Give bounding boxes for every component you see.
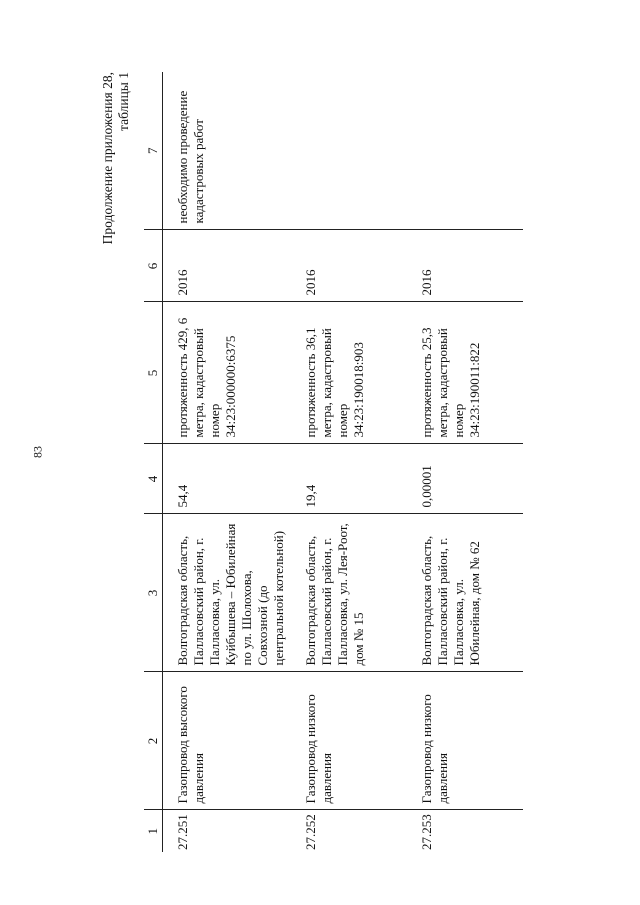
object-note xyxy=(291,72,407,230)
object-name: Газопровод низкого давления xyxy=(407,672,523,810)
page-number: 83 xyxy=(30,446,45,458)
continuation-line-2: таблицы 1 xyxy=(116,72,131,131)
object-name: Газопровод высокого давления xyxy=(163,672,292,810)
object-characteristics: протяженность 25,3 метра, кадастровый номер 34:23:190011:822 xyxy=(407,302,523,444)
object-year: 2016 xyxy=(163,230,292,302)
object-value: 54,4 xyxy=(163,444,292,514)
object-value: 0,00001 xyxy=(407,444,523,514)
column-header-6: 6 xyxy=(144,230,163,302)
column-header-3: 3 xyxy=(144,514,163,672)
row-number: 27.253 xyxy=(419,814,434,850)
column-header-7: 7 xyxy=(144,72,163,230)
object-address: Волгоградская область, Палласовский район, г. Палласовка, ул. Лея-Роот, дом № 15 xyxy=(291,514,407,672)
object-address: Волгоградская область, Палласовский район, г. Палласовка, ул. Юбилейная, дом № 62 xyxy=(407,514,523,672)
rotated-page xyxy=(100,72,640,852)
object-name: Газопровод низкого давления xyxy=(291,672,407,810)
header-row xyxy=(144,72,163,852)
column-header-1: 1 xyxy=(144,810,163,852)
object-year: 2016 xyxy=(407,230,523,302)
table-row xyxy=(407,72,523,852)
column-header-4: 4 xyxy=(144,444,163,514)
table-row xyxy=(163,72,292,852)
object-value: 19,4 xyxy=(291,444,407,514)
object-note: необходимо проведение кадастровых работ xyxy=(163,72,292,230)
property-table xyxy=(144,72,523,852)
continuation-note xyxy=(100,72,132,244)
object-year: 2016 xyxy=(291,230,407,302)
object-address: Волгоградская область, Палласовский район, г. Палласовка, ул. Куйбышева – Юбилейная по ул. Шолохова, Совхозной (до центральной котельной) xyxy=(163,514,292,672)
object-characteristics: протяженность 429, 6 метра, кадастровый номер 34:23:000000:6375 xyxy=(163,302,292,444)
row-number: 27.252 xyxy=(303,814,318,850)
column-header-5: 5 xyxy=(144,302,163,444)
row-number: 27.251 xyxy=(175,814,190,850)
column-header-2: 2 xyxy=(144,672,163,810)
continuation-line-1: Продолжение приложения 28, xyxy=(100,72,115,245)
object-note xyxy=(407,72,523,230)
object-characteristics: протяженность 36,1 метра, кадастровый номер 34:23:190018:903 xyxy=(291,302,407,444)
table-row xyxy=(291,72,407,852)
